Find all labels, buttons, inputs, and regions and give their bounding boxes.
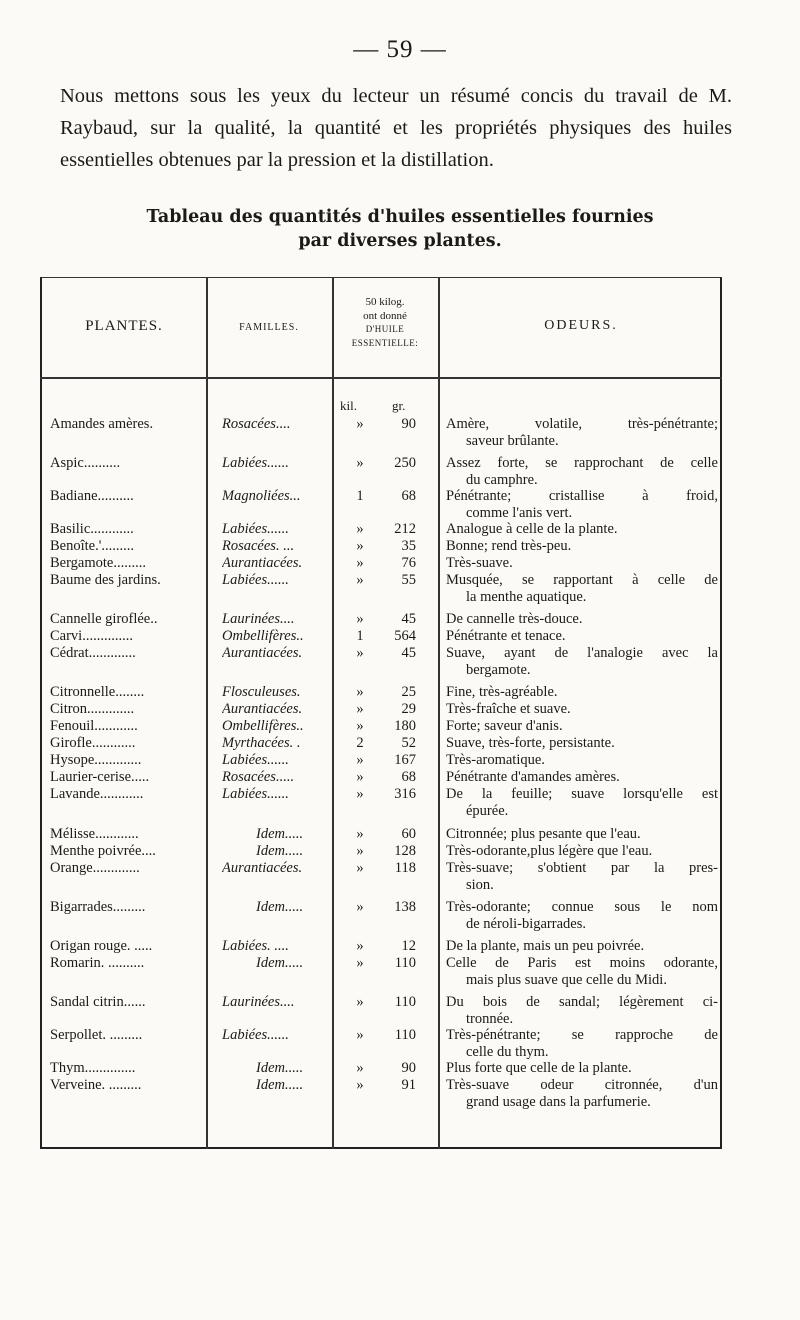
family-name: Idem..... — [256, 826, 304, 842]
quantity-kil: » — [356, 416, 364, 432]
quantity-gr: 90 — [401, 416, 416, 432]
plant-name: Citronnelle........ — [50, 684, 145, 700]
plant-name: Cédrat............. — [50, 645, 136, 661]
table-row — [0, 684, 800, 701]
odor-description-continuation: du camphre. — [466, 472, 538, 488]
quantity-kil: » — [356, 826, 364, 842]
table-row — [0, 572, 800, 589]
odor-description: Pénétrante; cristallise à froid, — [446, 488, 718, 504]
table-row — [0, 994, 800, 1011]
odor-description: Suave, ayant de l'analogie avec la — [446, 645, 718, 661]
odor-description: Très-aromatique. — [446, 752, 545, 768]
family-name: Idem..... — [256, 1077, 304, 1093]
odor-description-continuation: bergamote. — [466, 662, 531, 678]
family-name: Labiées...... — [222, 572, 289, 588]
quantity-kil: 1 — [356, 628, 364, 644]
odor-description-continuation: celle du thym. — [466, 1044, 549, 1060]
header-quantite-line: D'HUILE — [365, 324, 405, 334]
quantity-gr: 12 — [401, 938, 416, 954]
odor-description: Très-suave; s'obtient par la pres- — [446, 860, 718, 876]
odor-description: Très-suave. — [446, 555, 513, 571]
odor-description-continuation: tronnée. — [466, 1011, 514, 1027]
odor-description-continuation: épurée. — [466, 803, 509, 819]
odor-description: Citronnée; plus pesante que l'eau. — [446, 826, 641, 842]
odor-description-continuation: la menthe aquatique. — [466, 589, 587, 605]
quantity-kil: » — [356, 843, 364, 859]
quantity-kil: » — [356, 555, 364, 571]
table-row — [0, 938, 800, 955]
unit-kil: kil. — [340, 398, 357, 413]
plant-name: Aspic.......... — [50, 455, 121, 471]
quantity-kil: » — [356, 701, 364, 717]
quantity-gr: 316 — [394, 786, 416, 802]
odor-description: Pénétrante et tenace. — [446, 628, 566, 644]
odor-description: Suave, très-forte, persistante. — [446, 735, 615, 751]
plant-name: Orange............. — [50, 860, 140, 876]
table-row — [0, 718, 800, 735]
header-familles: FAMILLES. — [239, 322, 299, 333]
odor-description: Très-fraîche et suave. — [446, 701, 571, 717]
table-row — [0, 769, 800, 786]
quantity-kil: 1 — [356, 488, 364, 504]
plant-name: Benoîte.'......... — [50, 538, 134, 554]
plant-name: Basilic............ — [50, 521, 134, 537]
plant-name: Badiane.......... — [50, 488, 134, 504]
family-name: Labiées...... — [222, 1027, 289, 1043]
plant-name: Menthe poivrée.... — [50, 843, 156, 859]
plant-name: Cannelle giroflée.. — [50, 611, 158, 627]
quantity-gr: 128 — [394, 843, 416, 859]
header-quantite-line: 50 kilog. — [365, 296, 405, 308]
odor-description: Amère, volatile, très-pénétrante; — [446, 416, 718, 432]
quantity-gr: 76 — [401, 555, 416, 571]
header-quantite — [332, 296, 438, 350]
plant-name: Romarin. .......... — [50, 955, 145, 971]
quantity-gr: 45 — [401, 645, 416, 661]
odor-description-continuation: de néroli-bigarrades. — [466, 916, 586, 932]
odor-description: Fine, très-agréable. — [446, 684, 558, 700]
plant-name: Hysope............. — [50, 752, 142, 768]
quantity-kil: » — [356, 994, 364, 1010]
quantity-kil: » — [356, 455, 364, 471]
table-title-line2: par diverses plantes. — [298, 231, 502, 251]
family-name: Labiées...... — [222, 521, 289, 537]
family-name: Myrthacées. . — [222, 735, 301, 751]
odor-description-continuation: comme l'anis vert. — [466, 505, 573, 521]
family-name: Labiées...... — [222, 786, 289, 802]
quantity-gr: 68 — [401, 488, 416, 504]
quantity-kil: » — [356, 611, 364, 627]
header-plantes: PLANTES. — [85, 318, 163, 334]
family-name: Magnoliées... — [222, 488, 301, 504]
family-name: Laurinées.... — [222, 611, 295, 627]
quantity-kil: » — [356, 645, 364, 661]
quantity-gr: 52 — [401, 735, 416, 751]
plant-name: Girofle............ — [50, 735, 136, 751]
family-name: Rosacées. ... — [222, 538, 295, 554]
family-name: Idem..... — [256, 1060, 304, 1076]
quantity-kil: » — [356, 684, 364, 700]
table-row — [0, 416, 800, 433]
odor-description: De la feuille; suave lorsqu'elle est — [446, 786, 718, 802]
quantity-kil: » — [356, 955, 364, 971]
table-row — [0, 826, 800, 843]
plant-name: Carvi.............. — [50, 628, 133, 644]
plant-name: Amandes amères. — [50, 416, 154, 432]
family-name: Idem..... — [256, 899, 304, 915]
quantity-kil: » — [356, 786, 364, 802]
odor-description: Pénétrante d'amandes amères. — [446, 769, 620, 785]
quantity-kil: » — [356, 521, 364, 537]
family-name: Labiées...... — [222, 455, 289, 471]
quantity-gr: 138 — [394, 899, 416, 915]
odor-description: De cannelle très-douce. — [446, 611, 583, 627]
quantity-gr: 90 — [401, 1060, 416, 1076]
table-row — [0, 538, 800, 555]
odor-description: Analogue à celle de la plante. — [446, 521, 618, 537]
table-row — [0, 899, 800, 916]
table-title — [0, 205, 800, 253]
quantity-kil: » — [356, 899, 364, 915]
table-row — [0, 786, 800, 803]
plant-name: Origan rouge. ..... — [50, 938, 153, 954]
quantity-kil: » — [356, 752, 364, 768]
plant-name: Thym.............. — [50, 1060, 136, 1076]
table-row — [0, 1027, 800, 1044]
quantity-gr: 55 — [401, 572, 416, 588]
quantity-gr: 118 — [394, 860, 416, 876]
family-name: Aurantiacées. — [222, 645, 303, 661]
quantity-gr: 180 — [394, 718, 416, 734]
table-row — [0, 611, 800, 628]
odor-description: Forte; saveur d'anis. — [446, 718, 563, 734]
plant-name: Serpollet. ......... — [50, 1027, 143, 1043]
family-name: Rosacées.... — [222, 416, 291, 432]
table-title-line1: Tableau des quantités d'huiles essentielles fournies — [146, 207, 654, 227]
quantity-gr: 68 — [401, 769, 416, 785]
table-row — [0, 488, 800, 505]
page-number: — 59 — — [353, 36, 447, 63]
plant-name: Mélisse............ — [50, 826, 139, 842]
table-row — [0, 628, 800, 645]
table-row — [0, 1077, 800, 1094]
quantity-gr: 110 — [394, 955, 416, 971]
odor-description: De la plante, mais un peu poivrée. — [446, 938, 645, 954]
quantity-gr: 564 — [394, 628, 416, 644]
odor-description: Du bois de sandal; légèrement ci- — [446, 994, 718, 1010]
quantity-kil: » — [356, 718, 364, 734]
quantity-gr: 167 — [394, 752, 416, 768]
plant-name: Laurier-cerise..... — [50, 769, 150, 785]
table-row — [0, 521, 800, 538]
quantity-kil: 2 — [356, 735, 364, 751]
table-row — [0, 752, 800, 769]
quantity-kil: » — [356, 769, 364, 785]
table-row — [0, 1060, 800, 1077]
quantity-kil: » — [356, 1027, 364, 1043]
quantity-gr: 45 — [401, 611, 416, 627]
family-name: Laurinées.... — [222, 994, 295, 1010]
plant-name: Bergamote......... — [50, 555, 146, 571]
table-row — [0, 843, 800, 860]
plant-name: Verveine. ......... — [50, 1077, 142, 1093]
header-quantite-line: ESSENTIELLE: — [351, 337, 419, 348]
family-name: Aurantiacées. — [222, 555, 303, 571]
family-name: Aurantiacées. — [222, 860, 303, 876]
family-name: Aurantiacées. — [222, 701, 303, 717]
quantity-gr: 91 — [401, 1077, 416, 1093]
quantity-kil: » — [356, 938, 364, 954]
quantity-gr: 25 — [401, 684, 416, 700]
table-row — [0, 860, 800, 877]
plant-name: Lavande............ — [50, 786, 144, 802]
quantity-gr: 212 — [394, 521, 416, 537]
intro-paragraph: Nous mettons sous les yeux du lecteur un résumé concis du travail de M. Raybaud, sur la qualité, la quantité et les propriétés physiques des huiles essentielles obtenues par la pression et la distillation. — [60, 85, 732, 171]
odor-description: Très-pénétrante; se rapproche de — [446, 1027, 718, 1043]
family-name: Idem..... — [256, 955, 304, 971]
table-row — [0, 955, 800, 972]
table-row — [0, 701, 800, 718]
family-name: Flosculeuses. — [222, 684, 301, 700]
family-name: Ombellifères.. — [222, 718, 304, 734]
quantity-kil: » — [356, 572, 364, 588]
quantity-kil: » — [356, 538, 364, 554]
table-row — [0, 645, 800, 662]
quantity-gr: 35 — [401, 538, 416, 554]
table-row — [0, 735, 800, 752]
odor-description: Très-odorante,plus légère que l'eau. — [446, 843, 653, 859]
quantity-gr: 29 — [401, 701, 416, 717]
family-name: Idem..... — [256, 843, 304, 859]
plant-name: Sandal citrin...... — [50, 994, 146, 1010]
header-quantite-line: ont donné — [363, 309, 407, 322]
quantity-gr: 60 — [401, 826, 416, 842]
odor-description-continuation: mais plus suave que celle du Midi. — [466, 972, 667, 988]
odor-description: Celle de Paris est moins odorante, — [446, 955, 718, 971]
odor-description: Musquée, se rapportant à celle de — [446, 572, 718, 588]
family-name: Ombellifères.. — [222, 628, 304, 644]
unit-gr: gr. — [392, 398, 406, 413]
quantity-gr: 110 — [394, 1027, 416, 1043]
table-row — [0, 555, 800, 572]
header-odeurs: ODEURS. — [544, 318, 618, 333]
odor-description: Très-odorante; connue sous le nom — [446, 899, 718, 915]
odor-description-continuation: saveur brûlante. — [466, 433, 559, 449]
quantity-kil: » — [356, 860, 364, 876]
odor-description-continuation: grand usage dans la parfumerie. — [466, 1094, 651, 1110]
odor-description: Bonne; rend très-peu. — [446, 538, 572, 554]
quantity-gr: 110 — [394, 994, 416, 1010]
quantity-gr: 250 — [394, 455, 416, 471]
plant-name: Fenouil............ — [50, 718, 138, 734]
quantity-kil: » — [356, 1060, 364, 1076]
odor-description: Plus forte que celle de la plante. — [446, 1060, 632, 1076]
odor-description: Très-suave odeur citronnée, d'un — [446, 1077, 718, 1093]
plant-name: Bigarrades......... — [50, 899, 146, 915]
odor-description-continuation: sion. — [466, 877, 494, 893]
header-divider — [40, 377, 722, 379]
odor-description: Assez forte, se rapprochant de celle — [446, 455, 718, 471]
family-name: Labiées. .... — [222, 938, 289, 954]
family-name: Labiées...... — [222, 752, 289, 768]
family-name: Rosacées..... — [222, 769, 295, 785]
plant-name: Baume des jardins. — [50, 572, 161, 588]
plant-name: Citron............. — [50, 701, 135, 717]
quantity-kil: » — [356, 1077, 364, 1093]
table-row — [0, 455, 800, 472]
